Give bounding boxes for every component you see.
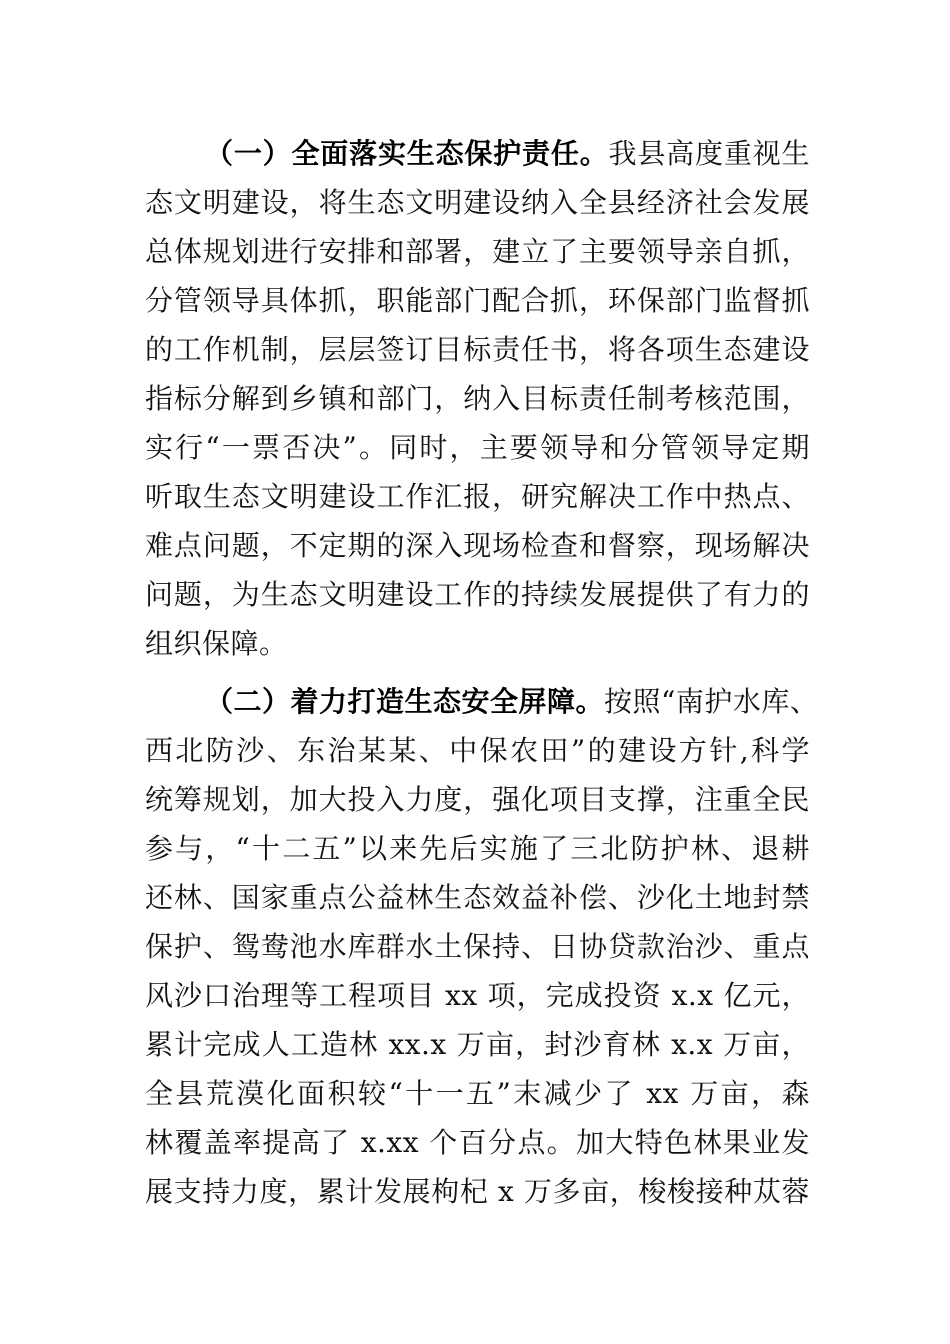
section2-text: 按照“南护水库、 (604, 685, 819, 718)
section1-line-7: 实行“一票否决”。同时，主要领导和分管领导定期 (145, 431, 810, 464)
section2-line-1 (205, 680, 819, 724)
section1-line-11: 组织保障。 (145, 627, 288, 660)
section2-line-6: 保护、鸳鸯池水库群水土保持、日协贷款治沙、重点 (145, 930, 810, 963)
section1-line-8: 听取生态文明建设工作汇报，研究解决工作中热点、 (145, 480, 810, 513)
section2-line-4: 参与，“十二五”以来先后实施了三北防护林、退耕 (145, 832, 810, 865)
section2-line-3: 统筹规划，加大投入力度，强化项目支撑，注重全民 (145, 783, 810, 816)
section1-line-10: 问题，为生态文明建设工作的持续发展提供了有力的 (145, 578, 810, 611)
section1-line-4: 分管领导具体抓，职能部门配合抓，环保部门监督抓 (145, 284, 810, 317)
section1-text: 我县高度重视生 (608, 137, 810, 170)
section2-line-5: 还林、国家重点公益林生态效益补偿、沙化土地封禁 (145, 881, 810, 914)
section2-line-11: 展支持力度，累计发展枸杞 x 万多亩，梭梭接种苁蓉 (145, 1175, 810, 1208)
section1-line-6: 指标分解到乡镇和部门，纳入目标责任制考核范围， (145, 382, 810, 415)
section2-heading: （二）着力打造生态安全屏障。 (205, 685, 605, 718)
section1-line-3: 总体规划进行安排和部署，建立了主要领导亲自抓， (145, 235, 810, 268)
section1-line-2: 态文明建设，将生态文明建设纳入全县经济社会发展 (145, 186, 810, 219)
section1-line-9: 难点问题，不定期的深入现场检查和督察，现场解决 (145, 529, 810, 562)
section1-line-1 (205, 132, 810, 176)
section2-line-10: 林覆盖率提高了 x.xx 个百分点。加大特色林果业发 (145, 1126, 810, 1159)
section1-heading: （一）全面落实生态保护责任。 (205, 137, 609, 170)
section1-line-5: 的工作机制，层层签订目标责任书，将各项生态建设 (145, 333, 810, 366)
section2-line-2: 西北防沙、东治某某、中保农田”的建设方针,科学 (145, 734, 810, 767)
section2-line-8: 累计完成人工造林 xx.x 万亩，封沙育林 x.x 万亩， (145, 1028, 810, 1061)
section2-line-9: 全县荒漠化面积较“十一五”末减少了 xx 万亩，森 (145, 1077, 810, 1110)
section2-line-7: 风沙口治理等工程项目 xx 项，完成投资 x.x 亿元， (145, 979, 810, 1012)
